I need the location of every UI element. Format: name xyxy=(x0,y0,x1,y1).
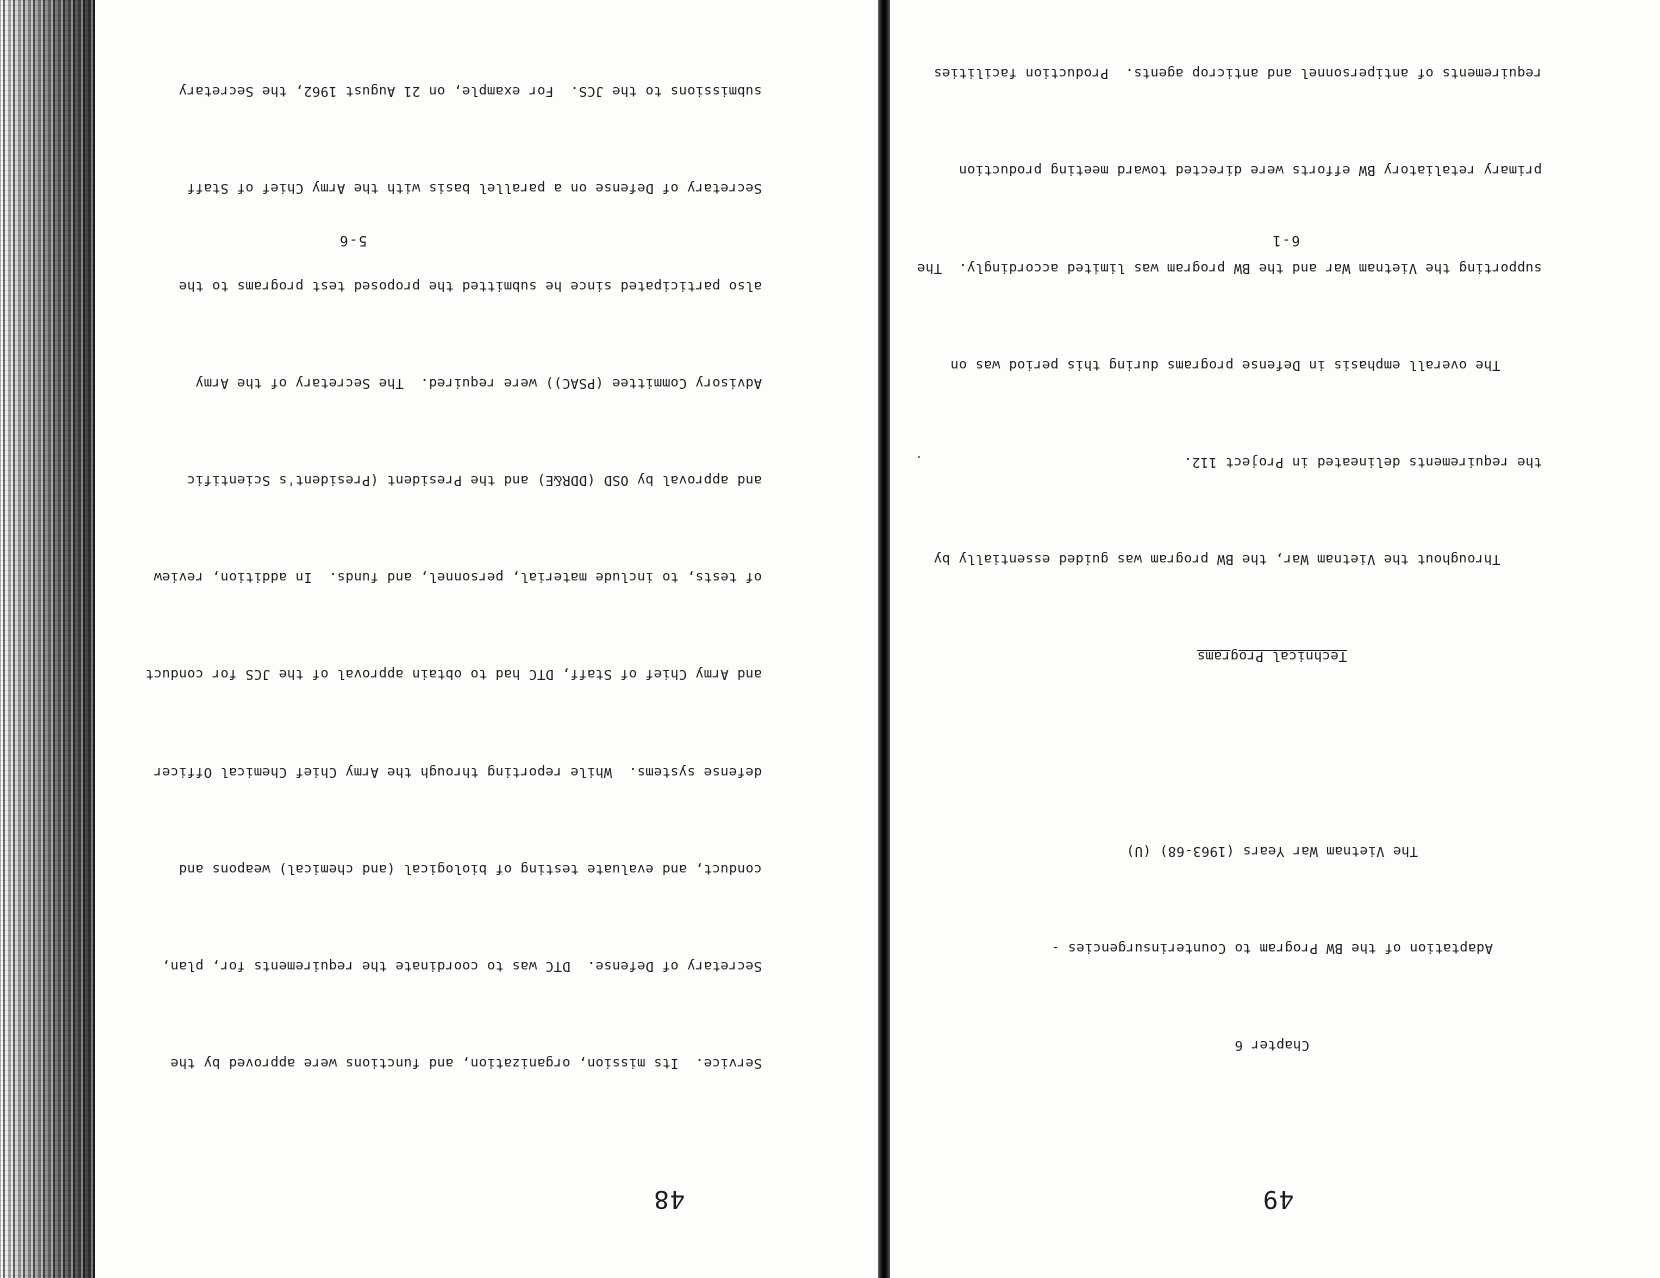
body-line: supporting the Vietnam War and the BW program was limited accordingly. The xyxy=(916,259,1542,276)
body-line: and Army Chief of Staff, DTC had to obtain approval of the JCS for conduct xyxy=(145,666,762,683)
body-line: primary retaliatory BW efforts were directed toward meeting production xyxy=(958,162,1542,179)
section-heading-wrap xyxy=(1002,640,1542,672)
blank-line xyxy=(909,737,1542,769)
body-line: of tests, to include material, personnel, and funds. In addition, review xyxy=(153,569,762,586)
section-heading-technical-programs: Technical Programs xyxy=(1197,648,1348,665)
body-line: submissions to the JCS. For example, on 21 August 1962, the Secretary xyxy=(178,83,762,100)
chapter-title-line1: Adaptation of the BW Program to Counterinsurgencies - xyxy=(1051,939,1493,956)
body-line: Throughout the Vietnam War, the BW program was guided essentially by xyxy=(933,551,1542,568)
page-number: 48 xyxy=(652,1185,685,1214)
chapter-title-line2: The Vietnam War Years (1963-68) (U) xyxy=(1126,842,1418,859)
body-line: Secretary of Defense on a parallel basis with the Army Chief of Staff xyxy=(186,180,762,197)
page-footer: 6-1 xyxy=(1271,232,1300,248)
body-line: also participated since he submitted the proposed test programs to the xyxy=(178,277,762,294)
page-number: 49 xyxy=(1261,1185,1295,1214)
scan-speck xyxy=(918,456,920,458)
scanner-edge-shadow xyxy=(0,0,95,1278)
body-line: the requirements delineated in Project 112. xyxy=(1183,453,1542,470)
body-line: defense systems. While reporting through the Army Chief Chemical Officer xyxy=(153,763,762,780)
body-line: Advisory Committee (PSAC)) were required. The Secretary of the Army xyxy=(195,374,762,391)
page-footer: 5-6 xyxy=(338,232,367,248)
chapter-label: Chapter 6 xyxy=(1234,1037,1310,1054)
page-49-text xyxy=(909,0,1542,1126)
page-49 xyxy=(890,0,1660,1278)
body-line: requirements of antipersonnel and anticrop agents. Production facilities xyxy=(933,65,1542,82)
body-line: The overall emphasis in Defense programs during this period was on xyxy=(950,356,1542,373)
body-line: Secretary of Defense. DTC was to coordinate the requirements for, plan, xyxy=(161,957,762,974)
body-line: Service. Its mission, organization, and functions were approved by the xyxy=(170,1055,762,1072)
page-48-text xyxy=(120,0,762,1144)
body-line: conduct, and evaluate testing of biological (and chemical) weapons and xyxy=(178,860,762,877)
body-line: and approval by OSD (DDR&E) and the President (President's Scientific xyxy=(186,471,762,488)
body-line xyxy=(120,0,762,10)
